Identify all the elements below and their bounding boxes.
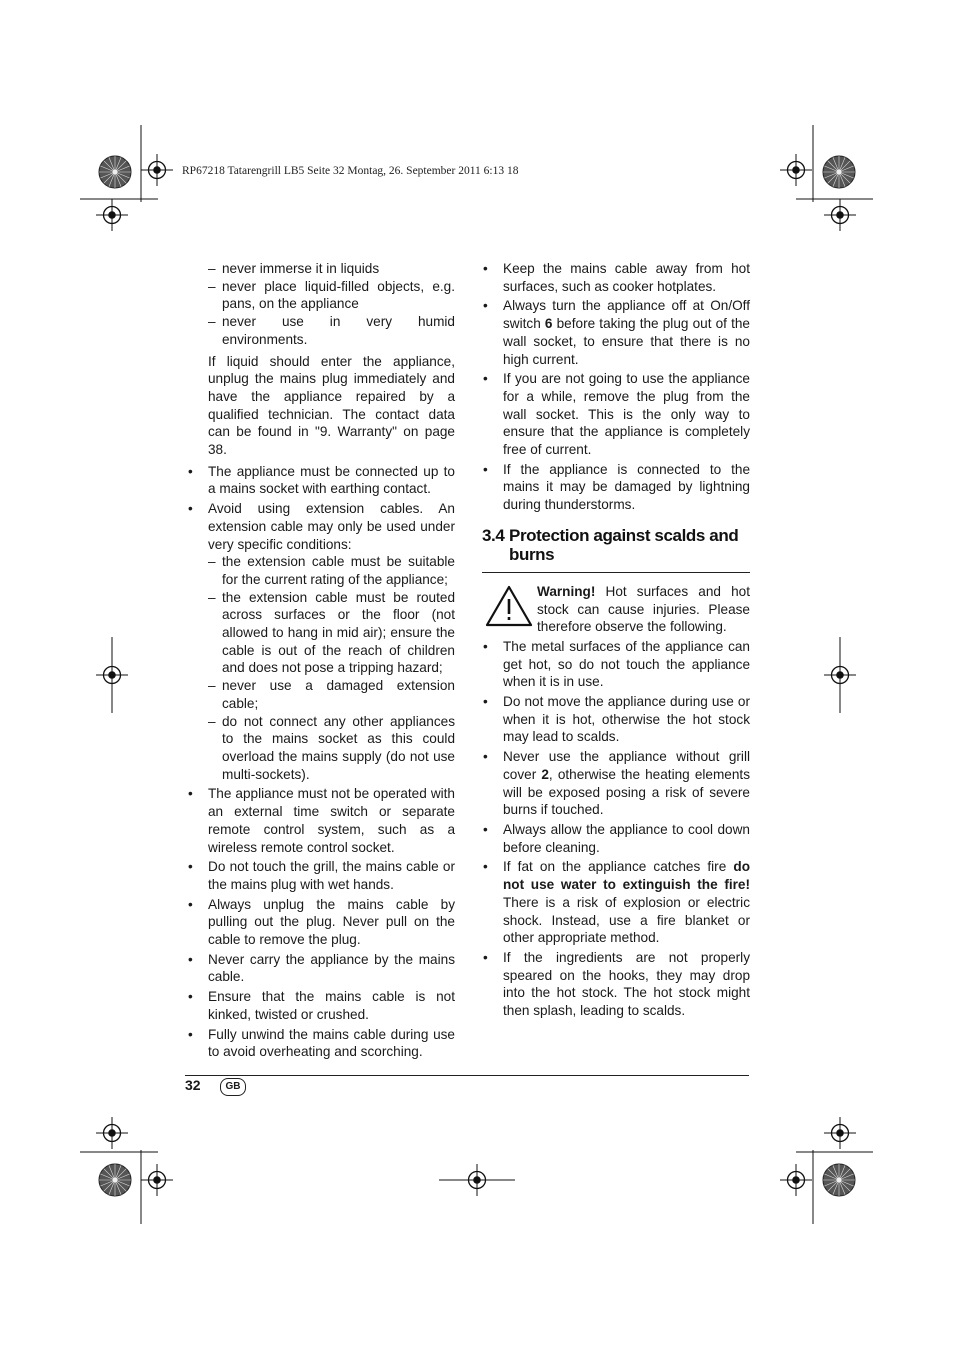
dash-item: – the extension cable must be routed across surfaces or the floor (not allowed to hang in mid air); ensure the cable is out of the reach of children and does not pose a tripping hazard; (208, 589, 455, 678)
bullet-cool: • Always allow the appliance to cool down before cleaning. (482, 821, 750, 856)
warning-triangle-icon (485, 585, 533, 627)
bullet-hooks: • If the ingredients are not properly speared on the hooks, they may drop into the hot stock. The hot stock might then splash, leading to scalds. (482, 949, 750, 1020)
bullet-item: • Do not touch the grill, the mains cable or the mains plug with wet hands. (187, 858, 455, 893)
dash-item: – never use a damaged extension cable; (208, 677, 455, 712)
star-mark-top-right (823, 156, 855, 188)
bullet-grill-cover: • Never use the appliance without grill cover 2, otherwise the heating elements will be exposed posing a risk of severe burns if touched. (482, 748, 750, 819)
right-column (482, 260, 750, 1022)
liquid-paragraph: If liquid should enter the appliance, unplug the mains plug immediately and have the appliance repaired by a qualified technician. The contact data can be found in "9. Warranty" on page 38. (208, 353, 455, 458)
warning-label: Warning! (537, 583, 596, 599)
dash-item: – never use in very humid environments. (208, 313, 455, 348)
star-mark-top-left (99, 156, 131, 188)
bullet-extension (187, 500, 455, 783)
section-rule (482, 572, 750, 573)
star-mark-bottom-right (823, 1164, 855, 1196)
print-header: RP67218 Tatarengrill LB5 Seite 32 Montag, 26. September 2011 6:13 18 (182, 165, 519, 177)
bullet-item: • If the appliance is connected to the mains it may be damaged by lightning during thunderstorms. (482, 461, 750, 514)
bullet-item: • If you are not going to use the appliance for a while, remove the plug from the wall socket. This is the only way to ensure that the appliance is completely free of current. (482, 370, 750, 459)
section-number: 3.4 (482, 525, 505, 545)
bullet-item: • The metal surfaces of the appliance can get hot, so do not touch the appliance when it is in use. (482, 638, 750, 691)
dash-item: – the extension cable must be suitable for the current rating of the appliance; (208, 553, 455, 588)
bullet-earthing: • The appliance must be connected up to a mains socket with earthing contact. (187, 463, 455, 498)
section-heading (482, 526, 750, 564)
bullet-item: • Fully unwind the mains cable during use to avoid overheating and scorching. (187, 1026, 455, 1061)
dash-list-top (208, 260, 455, 349)
dash-item: – never place liquid-filled objects, e.g. pans, on the appliance (208, 278, 455, 313)
bullet-item: • Never carry the appliance by the mains cable. (187, 951, 455, 986)
dash-item: – never immerse it in liquids (208, 260, 455, 278)
bullet-hot-surfaces: • Keep the mains cable away from hot surfaces, such as cooker hotplates. (482, 260, 750, 295)
bullet-switch: • Always turn the appliance off at On/Off switch 6 before taking the plug out of the wall socket, to ensure that there is no high current. (482, 297, 750, 368)
warning-block (482, 583, 750, 636)
grill-cover-number: 2 (541, 766, 549, 782)
star-mark-bottom-left (99, 1164, 131, 1196)
switch-number: 6 (544, 316, 553, 332)
warning-text: Hot surfaces and hot stock can cause injuries. Please therefore observe the following. (537, 583, 750, 635)
bullet-item: • Ensure that the mains cable is not kinked, twisted or crushed. (187, 988, 455, 1023)
bullet-item: • Always unplug the mains cable by pulling out the plug. Never pull on the cable to remove the plug. (187, 896, 455, 949)
dash-item: – do not connect any other appliances to the mains socket as this could overload the mains supply (do not use multi-sockets). (208, 713, 455, 784)
page-number: 32 (185, 1077, 201, 1093)
fire-warning-bold: do not use water to extinguish the fire! (503, 859, 750, 893)
left-column (187, 260, 455, 1063)
bullet-extension-text: • Avoid using extension cables. An extension cable may only be used under very specific conditions: (208, 501, 455, 552)
bullet-fire: • If fat on the appliance catches fire do not use water to extinguish the fire! There is a risk of explosion or electric shock. Instead, use a fire blanket or other appropriate method. (482, 858, 750, 947)
section-title: Protection against scalds and burns (509, 525, 739, 564)
footer-rule (185, 1075, 749, 1076)
language-badge: GB (220, 1078, 246, 1096)
bullet-item: • Do not move the appliance during use or when it is hot, otherwise the hot stock may lead to scalds. (482, 693, 750, 746)
bullet-item: • The appliance must not be operated with an external time switch or separate remote control system, such as a wireless remote control socket. (187, 785, 455, 856)
